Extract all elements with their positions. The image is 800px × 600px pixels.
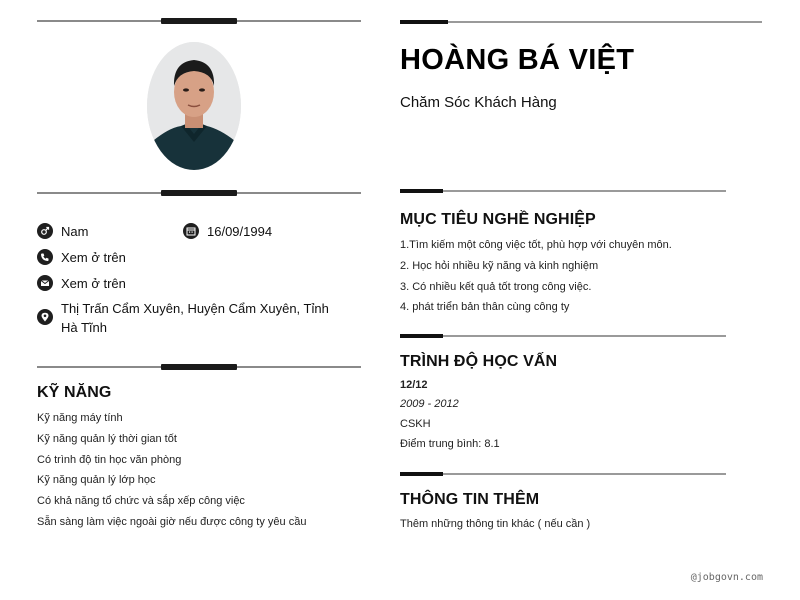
divider-objective bbox=[400, 190, 726, 192]
gender-value: Nam bbox=[61, 224, 89, 239]
address-row bbox=[37, 299, 347, 337]
divider-additional bbox=[400, 473, 726, 475]
divider-education bbox=[400, 335, 726, 337]
watermark: @jobgovn.com bbox=[690, 572, 763, 583]
education-school: 12/12 bbox=[400, 379, 428, 391]
skill-item: Có trình độ tin học văn phòng bbox=[37, 453, 182, 466]
skills-list bbox=[37, 411, 306, 536]
job-title: Chăm Sóc Khách Hàng bbox=[400, 94, 557, 111]
objective-item: 4. phát triển bản thân cùng công ty bbox=[400, 301, 570, 314]
objective-item: 3. Có nhiều kết quả tốt trong công việc. bbox=[400, 280, 592, 293]
skill-item: Có khả năng tổ chức và sắp xếp công việc bbox=[37, 495, 245, 508]
objective-title: MỤC TIÊU NGHỀ NGHIỆP bbox=[400, 211, 596, 228]
phone-value: Xem ở trên bbox=[61, 250, 126, 265]
objective-item: 1.Tìm kiếm một công việc tốt, phù hợp với chuyên môn. bbox=[400, 239, 672, 251]
email-icon bbox=[37, 275, 53, 291]
skill-item: Kỹ năng quản lý lớp học bbox=[37, 474, 156, 487]
calendar-icon bbox=[183, 223, 199, 239]
education-period: 2009 - 2012 bbox=[400, 398, 459, 410]
skill-item: Kỹ năng quản lý thời gian tốt bbox=[37, 432, 177, 445]
phone-icon bbox=[37, 249, 53, 265]
objective-item: 2. Học hỏi nhiều kỹ năng và kinh nghiệm bbox=[400, 259, 599, 272]
address-value: Thị Trấn Cẩm Xuyên, Huyện Cẩm Xuyên, Tỉnh Hà Tĩnh bbox=[61, 301, 329, 335]
education-major: CSKH bbox=[400, 418, 431, 430]
divider-top-right bbox=[400, 21, 762, 23]
additional-text: Thêm những thông tin khác ( nếu cần ) bbox=[400, 518, 591, 530]
divider-above-skills bbox=[37, 366, 361, 368]
skill-item: Sẵn sàng làm việc ngoài giờ nếu được công ty yêu cầu bbox=[37, 515, 307, 528]
location-icon bbox=[37, 309, 53, 325]
objective-list bbox=[400, 238, 672, 321]
birthday-row bbox=[183, 222, 272, 241]
education-gpa: Điểm trung bình: 8.1 bbox=[400, 438, 500, 450]
additional-title: THÔNG TIN THÊM bbox=[400, 491, 540, 508]
candidate-name: HOÀNG BÁ VIỆT bbox=[400, 44, 635, 76]
skill-item: Kỹ năng máy tính bbox=[37, 412, 123, 424]
birthday-value: 16/09/1994 bbox=[207, 224, 273, 239]
email-row bbox=[37, 274, 126, 293]
divider-below-avatar bbox=[37, 192, 361, 194]
gender-icon bbox=[37, 223, 53, 239]
education-title: TRÌNH ĐỘ HỌC VẤN bbox=[400, 353, 558, 370]
email-value: Xem ở trên bbox=[61, 276, 126, 291]
avatar bbox=[147, 42, 241, 170]
phone-row bbox=[37, 248, 126, 267]
divider-top-left bbox=[37, 20, 361, 22]
skills-title: KỸ NĂNG bbox=[37, 384, 112, 401]
gender-row bbox=[37, 222, 88, 241]
